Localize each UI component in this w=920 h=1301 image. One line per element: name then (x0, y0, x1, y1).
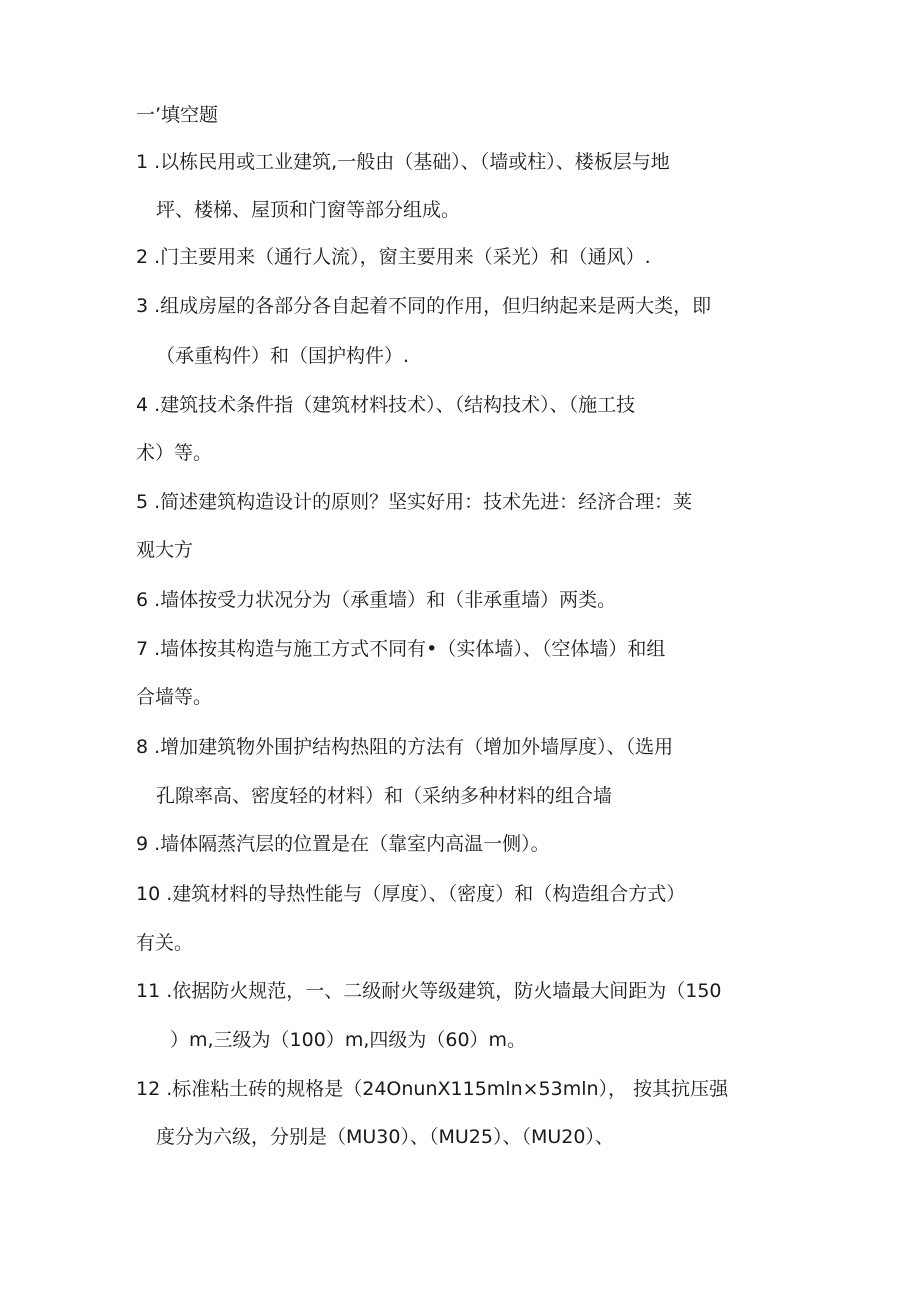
item-11-line-2: ）m,三级为（100）m,四级为（60）m。 (170, 1029, 527, 1051)
item-10-line-1: 10 .建筑材料的导热性能与（厚度）、（密度）和（构造组合方式） (136, 883, 686, 905)
item-1-line-2: 坪、楼梯、屋顶和门窗等部分组成。 (156, 199, 461, 221)
item-7-line-1: 7 .墙体按其构造与施工方式不同有•（实体墙）、（空体墙）和组 (136, 638, 666, 660)
item-1-line-1: 1 .以栋民用或工业建筑,一般由（基础）、（墙或柱）、楼板层与地 (136, 151, 670, 173)
item-2-line-1: 2 .门主要用来（通行人流），窗主要用来（采光）和（通风）. (136, 246, 651, 268)
item-5-line-1: 5 .简述建筑构造设计的原则？坚实好用：技术先进：经济合理：荚 (136, 491, 693, 513)
item-3-line-2: （承重构件）和（国护构件）. (156, 345, 410, 367)
item-4-line-1: 4 .建筑技术条件指（建筑材料技术）、（结构技术）、（施工技 (136, 394, 636, 416)
item-3-line-1: 3 .组成房屋的各部分各自起着不同的作用，但归纳起来是两大类，即 (136, 295, 712, 317)
item-6-line-1: 6 .墙体按受力状况分为（承重墙）和（非承重墙）两类。 (136, 589, 617, 611)
item-8-line-2: 孔隙率高、密度轻的材料）和（采纳多种材料的组合墙 (156, 785, 613, 807)
section-title: 一’填空题 (136, 104, 219, 126)
item-5-line-2: 观大方 (136, 539, 194, 561)
item-9-line-1: 9 .墙体隔蒸汽层的位置是在（靠室内高温一侧）。 (136, 833, 550, 855)
item-12-line-2: 度分为六级，分别是（MU30）、（MU25）、（MU20）、 (156, 1126, 614, 1148)
item-11-line-1: 11 .依据防火规范，一、二级耐火等级建筑，防火墙最大间距为（150 (136, 980, 722, 1002)
item-10-line-2: 有关。 (136, 932, 194, 954)
item-7-line-2: 合墙等。 (136, 686, 213, 708)
item-4-line-2: 术）等。 (136, 442, 213, 464)
item-12-line-1: 12 .标准粘土砖的规格是（24OnunX115mln×53mln）， 按其抗压强 (136, 1078, 729, 1100)
item-8-line-1: 8 .增加建筑物外围护结构热阻的方法有（增加外墙厚度）、（选用 (136, 736, 674, 758)
